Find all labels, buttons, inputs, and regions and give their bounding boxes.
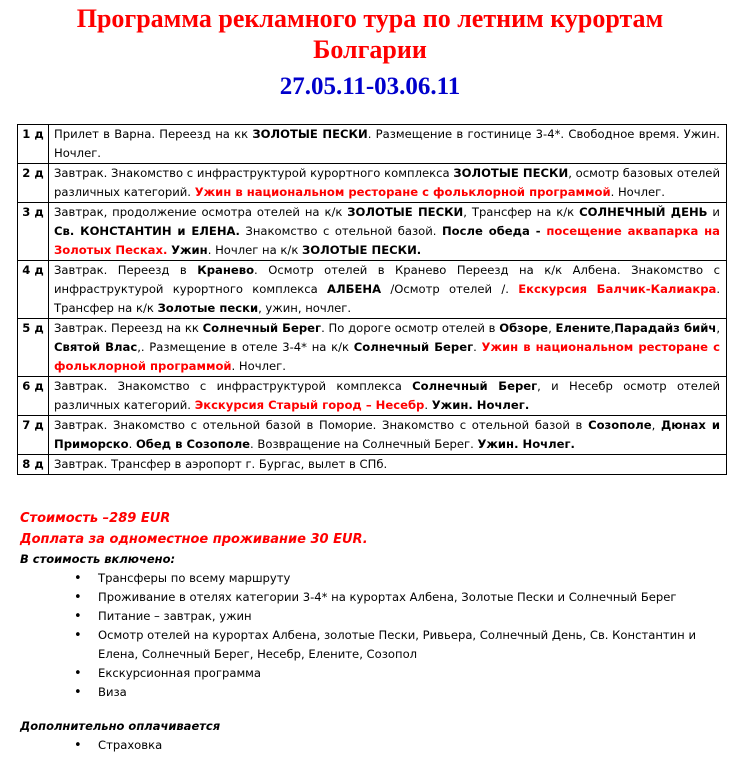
description-text: . Возвращение на Солнечный Берег. (250, 437, 478, 451)
description-text: . Осмотр отелей в Кранево Переезд на к/к Албена. Знакомство с инфраструктурой курортного комплекса (54, 263, 720, 296)
bold-text: Парадайз бийч (614, 321, 717, 335)
title-line-2: Болгарии (313, 35, 427, 64)
included-list (20, 569, 720, 702)
description-text: Прилет в Варна. Переезд на кк (54, 127, 253, 141)
itinerary-description (49, 455, 727, 475)
bold-text: Созополе (588, 418, 652, 432)
bold-text: Кранево (197, 263, 255, 277)
highlight-text: Ужин в национальном ресторане с фольклорной программой (54, 340, 720, 373)
itinerary-row (18, 261, 727, 319)
extra-heading: Дополнительно оплачивается (20, 719, 221, 733)
itinerary-day: 5 д (18, 319, 49, 377)
itinerary-description (49, 416, 727, 455)
bold-text: Солнечный Берег (412, 379, 538, 393)
itinerary-description (49, 125, 727, 164)
description-text: Завтрак. Знакомство с инфраструктурой курортного комплекса (54, 166, 454, 180)
description-text: /Осмотр отелей /. (381, 282, 519, 296)
bold-text: Золотые пески (157, 301, 259, 315)
bold-text: Обед в Созополе (135, 437, 251, 451)
itinerary-description (49, 203, 727, 261)
description-text: . Ночлег. (231, 359, 286, 373)
price-single-supplement: Доплата за одноместное проживание 30 EUR. (20, 532, 368, 547)
price-cost: Стоимость –289 EUR (20, 511, 171, 526)
highlight-text: Экскурсия Старый город – Несебр (194, 398, 425, 412)
description-text: Завтрак. Знакомство с отельной базой в Поморие. Знакомство с отельной базой в (54, 418, 589, 432)
itinerary-description (49, 319, 727, 377)
itinerary-table (17, 124, 727, 475)
itinerary-day: 3 д (18, 203, 49, 261)
bold-text: ЗОЛОТЫЕ ПЕСКИ. (302, 243, 422, 257)
list-item: • Питание – завтрак, ужин (20, 607, 720, 626)
included-heading: В стоимость включено: (20, 552, 176, 566)
description-text: , (651, 418, 661, 432)
description-text: и (707, 205, 720, 219)
description-text: ,. Размещение в отеле 3-4* на к/к (137, 340, 354, 354)
itinerary-day: 4 д (18, 261, 49, 319)
description-text: Завтрак. Знакомство с инфраструктурой комплекса (54, 379, 413, 393)
bold-text: Солнечный Берег (202, 321, 322, 335)
bold-text: АЛБЕНА (327, 282, 382, 296)
extra-list (20, 736, 720, 755)
itinerary-description (49, 377, 727, 416)
list-item: • Виза (20, 683, 720, 702)
itinerary-row (18, 377, 727, 416)
bold-text: Св. КОНСТАНТИН и ЕЛЕНА. (54, 224, 240, 238)
description-text: , (610, 321, 615, 335)
itinerary-row (18, 164, 727, 203)
itinerary-day: 1 д (18, 125, 49, 164)
description-text: , осмотр базовых отелей различных категорий. (54, 166, 720, 199)
description-text: , (548, 321, 556, 335)
description-text: . Ночлег на к/к (207, 243, 303, 257)
bold-text: ЗОЛОТЫЕ ПЕСКИ (453, 166, 569, 180)
itinerary-day: 6 д (18, 377, 49, 416)
bold-text: Солнечный Берег (353, 340, 474, 354)
list-item: • Страховка (20, 736, 720, 755)
bold-text: Дюнах и Приморско (54, 418, 720, 451)
description-text: Завтрак. Переезд на кк (54, 321, 203, 335)
bold-text: После обеда - (441, 224, 547, 238)
list-item: • Проживание в отелях категории 3-4* на курортах Албена, Золотые Пески и Солнечный Берег (20, 588, 720, 607)
highlight-text: посещение аквапарка на Золотых Песках. (54, 224, 720, 257)
description-text: , Трансфер на к/к (463, 205, 580, 219)
list-item: • Трансферы по всему маршруту (20, 569, 720, 588)
itinerary-row (18, 319, 727, 377)
bold-text: Ужин. Ночлег. (431, 398, 530, 412)
itinerary-row (18, 125, 727, 164)
itinerary-description (49, 261, 727, 319)
bold-text: ЗОЛОТЫЕ ПЕСКИ (252, 127, 368, 141)
highlight-text: Ужин в национальном ресторане с фольклорной программой (194, 185, 611, 199)
itinerary-row (18, 416, 727, 455)
bold-text: СОЛНЕЧНЫЙ ДЕНЬ (579, 205, 708, 219)
itinerary-row (18, 203, 727, 261)
description-text: , и Несебр осмотр отелей различных категорий. (54, 379, 721, 412)
list-item: • Осмотр отелей на курортах Албена, золотые Пески, Ривьера, Солнечный День, Св. Константин и Елена, Солнечный Берег, Несебр, Елените, Созопол (20, 626, 720, 664)
list-item: • Екскурсионная программа (20, 664, 720, 683)
description-text: Знакомство с отельной базой. (239, 224, 442, 238)
description-text: Завтрак. Переезд в (54, 263, 198, 277)
description-text: . (424, 398, 432, 412)
itinerary-day: 7 д (18, 416, 49, 455)
bold-text: ЗОЛОТЫЕ ПЕСКИ (347, 205, 464, 219)
description-text: . Ночлег. (610, 185, 665, 199)
highlight-text: Екскурсия Балчик-Калиакра (518, 282, 717, 296)
bold-text: Ужин (171, 243, 208, 257)
description-text: Завтрак, продолжение осмотра отелей на к/к (54, 205, 348, 219)
bold-text: Ужин. Ночлег. (477, 437, 575, 451)
itinerary-row (18, 455, 727, 475)
bold-text: Святой Влас (54, 340, 138, 354)
description-text: Завтрак. Трансфер в аэропорт г. Бургас, вылет в СПб. (54, 457, 388, 471)
itinerary-day: 2 д (18, 164, 49, 203)
bold-text: Обзоре (499, 321, 549, 335)
description-text: . Размещение в гостинице 3-4*. Свободное время. Ужин. Ночлег. (54, 127, 720, 160)
itinerary-day: 8 д (18, 455, 49, 475)
itinerary-description (49, 164, 727, 203)
description-text: . По дороге осмотр отелей в (321, 321, 500, 335)
tour-dates: 27.05.11-03.06.11 (279, 73, 461, 100)
description-text: , ужин, ночлег. (258, 301, 352, 315)
description-text: . Трансфер на к/к (54, 282, 721, 315)
description-text: . (128, 437, 136, 451)
pricing-block (20, 508, 368, 550)
title-line-1: Программа рекламного тура по летним курортам (76, 4, 664, 33)
description-text: . (473, 340, 482, 354)
bold-text: Елените (555, 321, 611, 335)
description-text: , (716, 321, 720, 335)
